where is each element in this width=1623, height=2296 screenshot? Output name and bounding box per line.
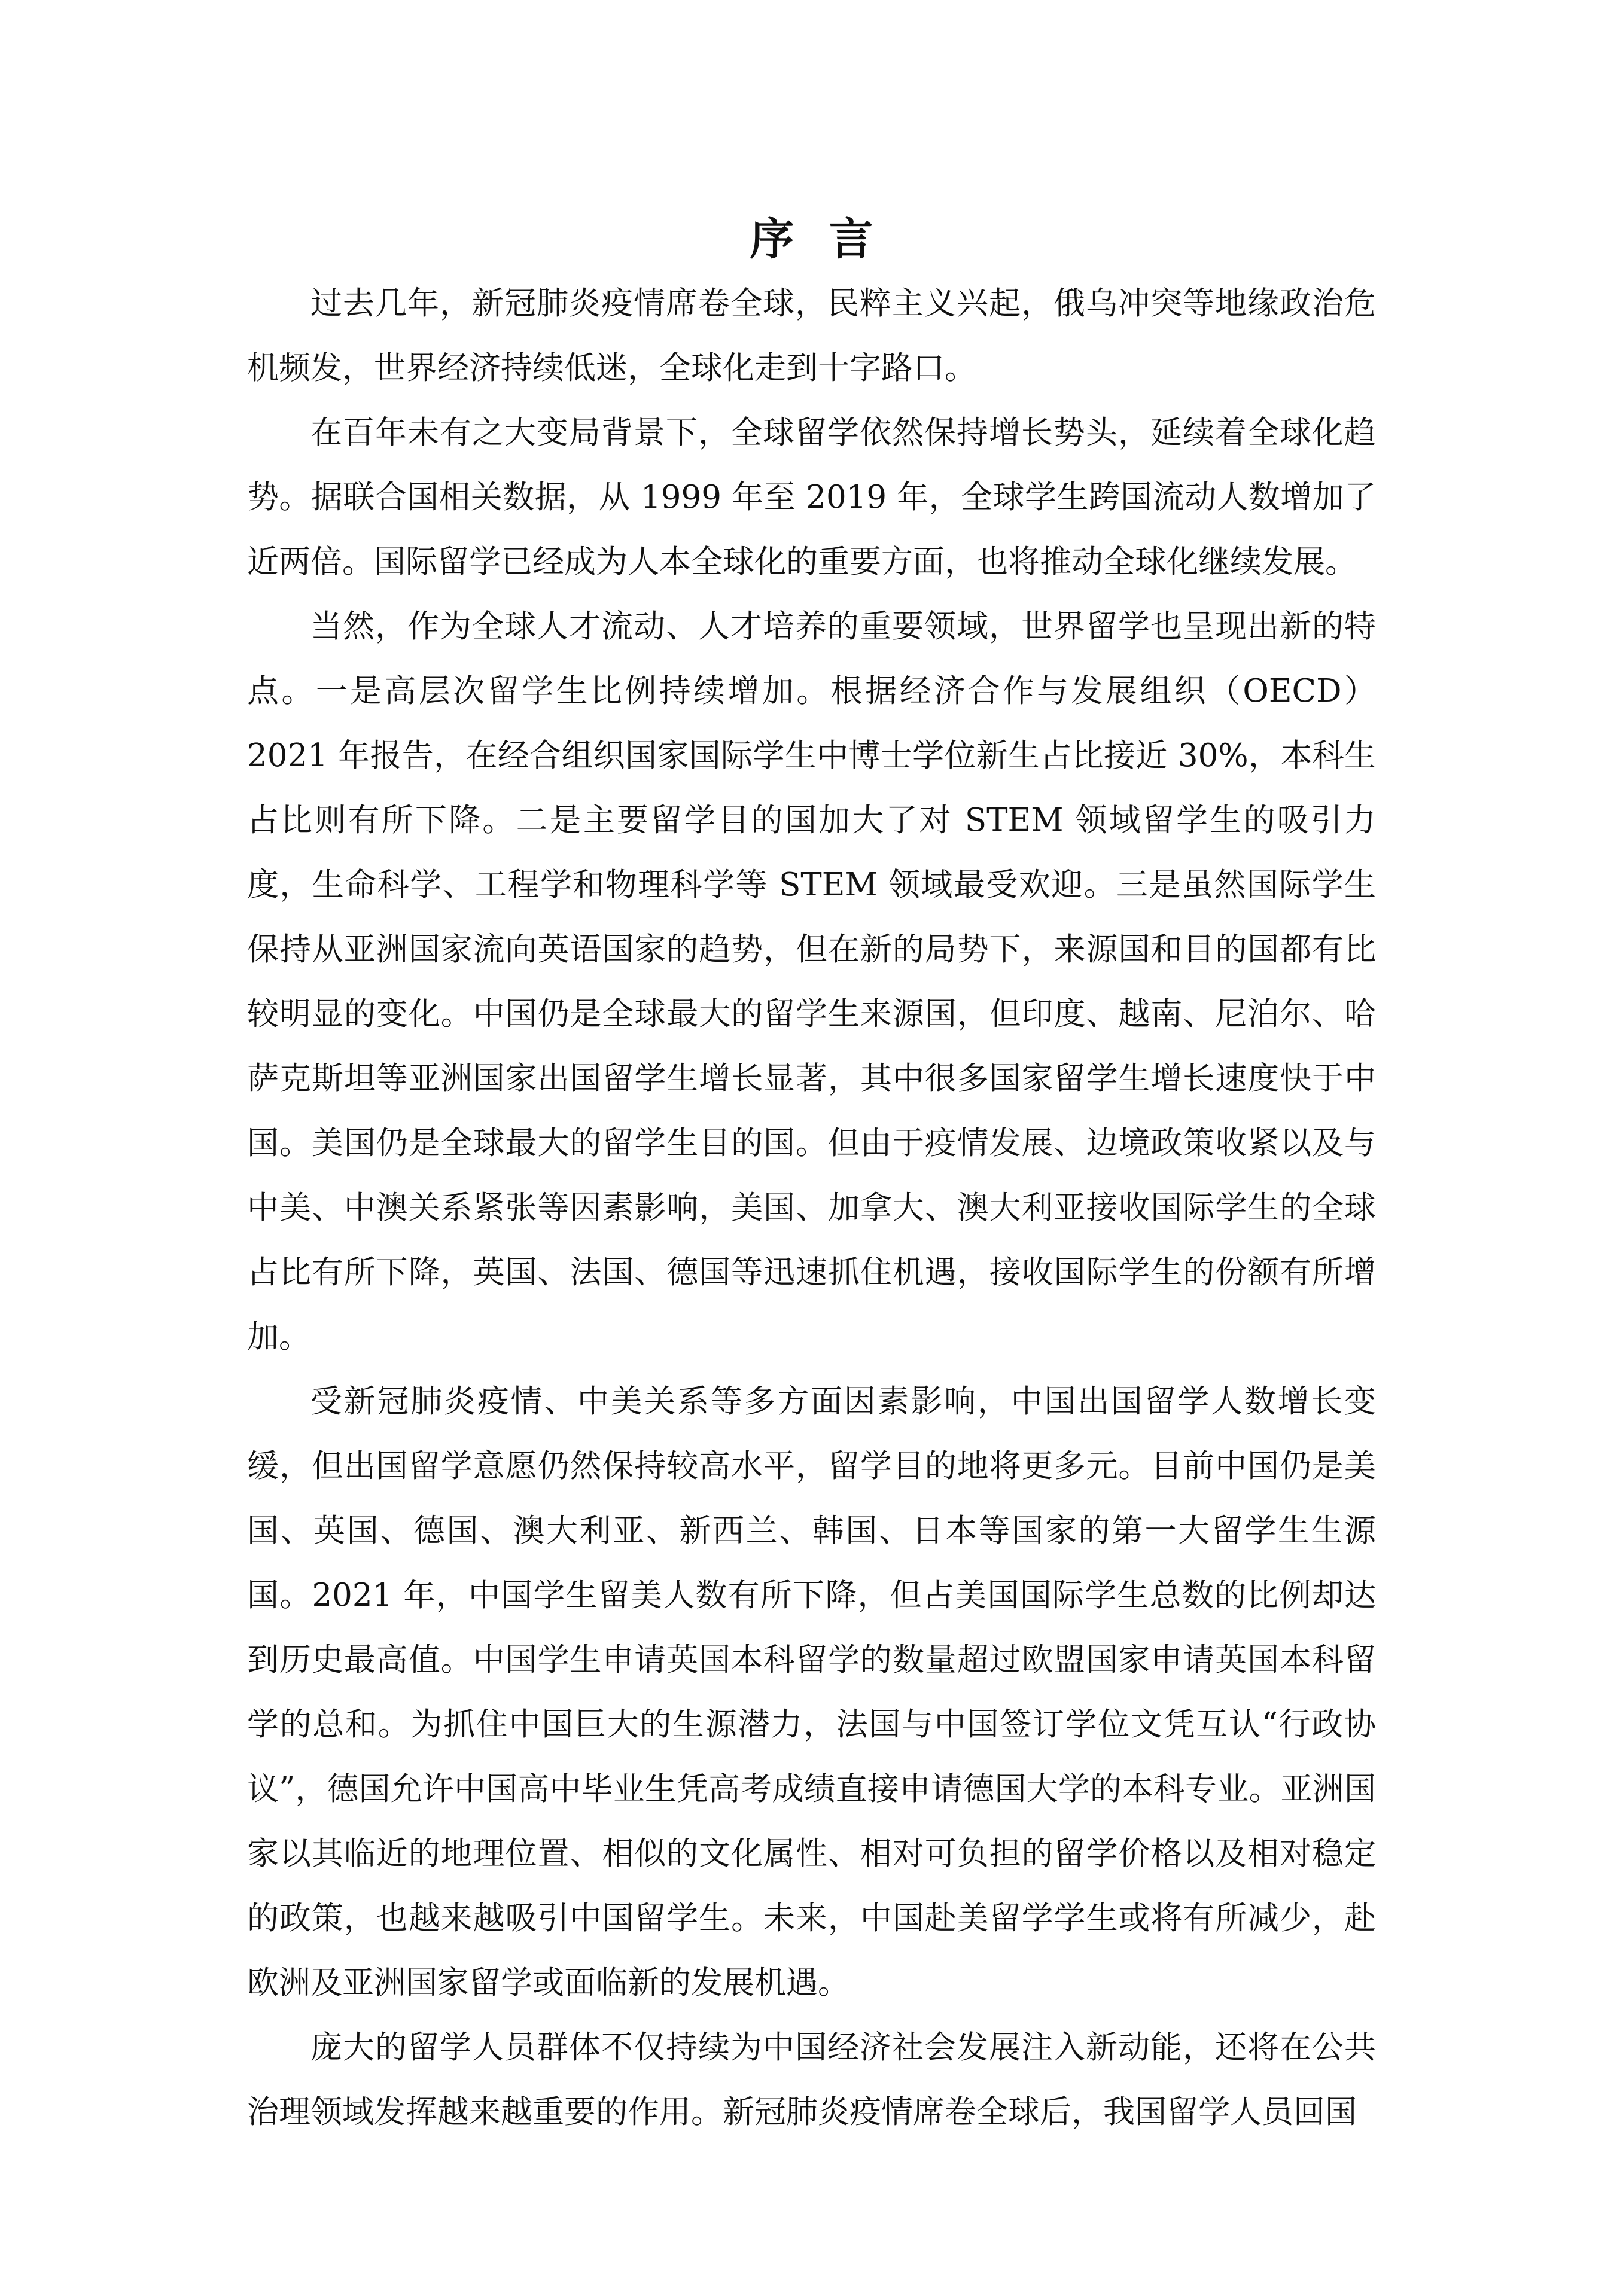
paragraph-5: 庞大的留学人员群体不仅持续为中国经济社会发展注入新动能，还将在公共治理领域发挥越来越重要的作用。新冠肺炎疫情席卷全球后，我国留学人员回国 xyxy=(247,2029,1376,2130)
paragraph-4: 受新冠肺炎疫情、中美关系等多方面因素影响，中国出国留学人数增长变缓，但出国留学意愿仍然保持较高水平，留学目的地将更多元。目前中国仍是美国、英国、德国、澳大利亚、新西兰、韩国、日本等国家的第一大留学生生源国。2021 年，中国学生留美人数有所下降，但占美国国际学生总数的比例却达到历史最高值。中国学生申请英国本科留学的数量超过欧盟国家申请英国本科留学的总和。为抓住中国巨大的生源潜力，法国与中国签订学位文凭互认“行政协议”，德国允许中国高中毕业生凭高考成绩直接申请德国大学的本科专业。亚洲国家以其临近的地理位置、相似的文化属性、相对可负担的留学价格以及相对稳定的政策，也越来越吸引中国留学生。未来，中国赴美留学学生或将有所减少，赴欧洲及亚洲国家留学或面临新的发展机遇。 xyxy=(247,1383,1376,2001)
paragraph-1: 过去几年，新冠肺炎疫情席卷全球，民粹主义兴起，俄乌冲突等地缘政治危机频发，世界经济持续低迷，全球化走到十字路口。 xyxy=(247,285,1376,386)
preface-title: 序言 xyxy=(750,214,908,265)
paragraph-3: 当然，作为全球人才流动、人才培养的重要领域，世界留学也呈现出新的特点。一是高层次留学生比例持续增加。根据经济合作与发展组织（OECD）2021 年报告，在经合组织国家国际学生中博士学位新生占比接近 30%，本科生占比则有所下降。二是主要留学目的国加大了对 STEM 领域留学生的吸引力度，生命科学、工程学和物理科学等 STEM 领域最受欢迎。三是虽然国际学生保持从亚洲国家流向英语国家的趋势，但在新的局势下，来源国和目的国都有比较明显的变化。中国仍是全球最大的留学生来源国，但印度、越南、尼泊尔、哈萨克斯坦等亚洲国家出国留学生增长显著，其中很多国家留学生增长速度快于中国。美国仍是全球最大的留学生目的国。但由于疫情发展、边境政策收紧以及与中美、中澳关系紧张等因素影响，美国、加拿大、澳大利亚接收国际学生的全球占比有所下降，英国、法国、德国等迅速抓住机遇，接收国际学生的份额有所增加。 xyxy=(247,608,1376,1355)
paragraph-2: 在百年未有之大变局背景下，全球留学依然保持增长势头，延续着全球化趋势。据联合国相关数据，从 1999 年至 2019 年，全球学生跨国流动人数增加了近两倍。国际留学已经成为人本全球化的重要方面，也将推动全球化继续发展。 xyxy=(247,414,1376,580)
page-content xyxy=(247,209,1376,2145)
